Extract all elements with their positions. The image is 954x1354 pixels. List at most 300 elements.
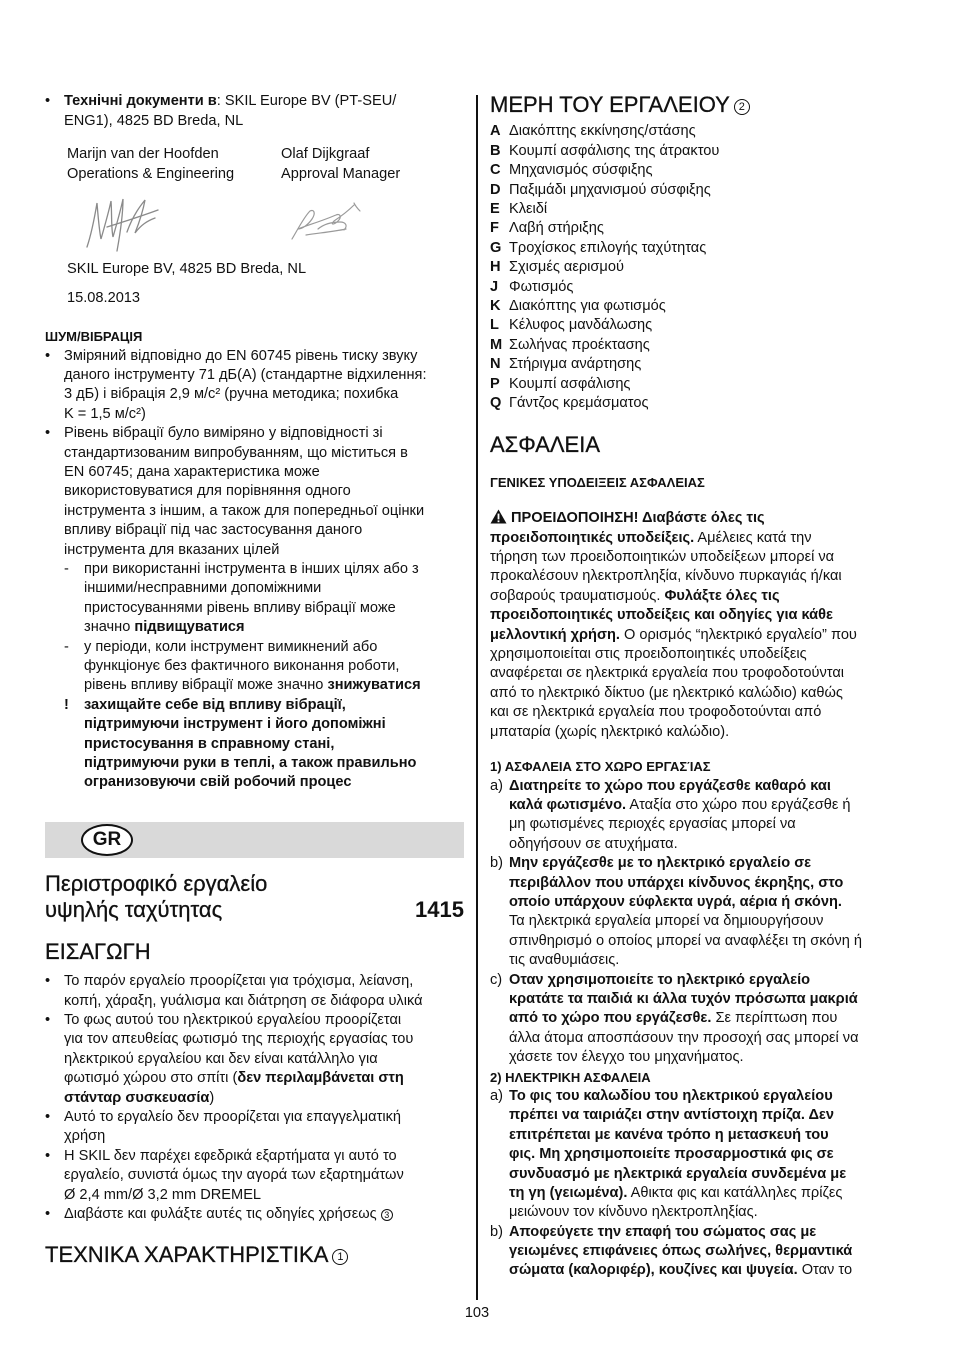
- signatory-role: Operations & Engineering: [67, 165, 235, 182]
- text-line: [490, 529, 910, 548]
- list-marker: B: [490, 142, 501, 159]
- list-marker: b): [490, 1223, 503, 1240]
- list-marker: A: [490, 123, 501, 140]
- text-line: [64, 1166, 464, 1185]
- list-marker: E: [490, 200, 500, 217]
- list-item: [45, 1205, 464, 1224]
- bold-text-run: Το φις του καλωδίου του ηλεκτρικού εργαλείου: [509, 1087, 833, 1104]
- text-run: стандартизованим випробуванням, що міститься в: [64, 444, 408, 461]
- text-line: [509, 355, 910, 374]
- list-item: [490, 375, 910, 394]
- list-item: [490, 219, 910, 238]
- section-list: [490, 1087, 910, 1281]
- list-item-body: [509, 777, 910, 855]
- list-item-body: [509, 375, 910, 394]
- list-marker: •: [45, 1205, 51, 1222]
- list-item: [490, 1087, 910, 1223]
- text-run: Φωτισμός: [509, 278, 574, 295]
- list-marker: Q: [490, 394, 502, 411]
- text-run: Διακόπτης για φωτισμός: [509, 297, 666, 314]
- list-marker: •: [45, 973, 51, 990]
- safety-sections: [490, 757, 910, 1281]
- text-run: τήρηση των προειδοποιητικών υποδείξεων μπορεί να: [490, 549, 835, 566]
- list-item: [490, 336, 910, 355]
- text-line: [509, 1242, 910, 1261]
- text-run: οδηγήσουν σε ατυχήματα.: [509, 835, 678, 852]
- bold-text-run: μελλοντική χρήση.: [490, 626, 620, 643]
- list-item-body: [64, 1011, 464, 1108]
- language-bar: [45, 822, 464, 858]
- text-run: εργαλείο, συνιστά όμως την αγορά των εξαρτημάτων: [64, 1167, 404, 1184]
- text-run: даного інструменту 71 дБ(А) (стандартне відхилення:: [64, 367, 427, 384]
- list-item-body: [509, 142, 910, 161]
- text-line: [64, 347, 464, 366]
- list-marker: -: [64, 638, 69, 655]
- list-item-body: [509, 297, 910, 316]
- text-line: [84, 560, 464, 579]
- list-item-body: [64, 424, 464, 792]
- noise-vibration-section: [45, 327, 464, 792]
- text-line: [84, 676, 464, 695]
- text-line: [509, 278, 910, 297]
- bold-text-run: ΠΡΟΕΙΔΟΠΟΙΗΣΗ! Διαβάστε όλες τις: [511, 510, 765, 527]
- text-line: [64, 992, 464, 1011]
- text-run: μη φωτισμένες περιοχές εργασίας μπορεί να: [509, 816, 796, 833]
- text-line: [84, 638, 464, 657]
- text-line: [509, 1009, 910, 1028]
- figure-reference: 3: [381, 1209, 393, 1221]
- text-line: [490, 548, 910, 567]
- text-run: 3 дБ) і вібрація 2,9 м/с² (ручна методика; похибка: [64, 386, 399, 403]
- model-number: 1415: [415, 897, 464, 922]
- text-line: [490, 723, 910, 742]
- text-run: για τον απευθείας φωτισμό της περιοχής εργασίας του: [64, 1031, 414, 1048]
- list-item-body: [509, 258, 910, 277]
- list-item: [490, 122, 910, 141]
- text-line: [509, 336, 910, 355]
- list-item: [490, 278, 910, 297]
- bold-text-run: Οταν χρησιμοποιείτε το ηλεκτρικό εργαλείο: [509, 971, 811, 988]
- parts-heading: [490, 92, 910, 118]
- list-marker: b): [490, 855, 503, 872]
- text-run: Αυτό το εργαλείο δεν προορίζεται για επαγγελματική: [64, 1109, 401, 1126]
- figure-reference: 2: [734, 99, 750, 115]
- text-run: Το παρόν εργαλείο προορίζεται για τρόχισμα, λείανση,: [64, 973, 414, 990]
- list-item-body: [64, 1147, 464, 1205]
- sub-list-item: [64, 638, 464, 696]
- list-item: [45, 972, 464, 1011]
- list-marker: L: [490, 317, 499, 334]
- text-run: EN 60745; дана характеристика може: [64, 464, 320, 481]
- text-run: Μηχανισμός σύσφιξης: [509, 162, 653, 179]
- text-run: Ø 2,4 mm/Ø 3,2 mm DREMEL: [64, 1186, 262, 1203]
- text-line: [509, 990, 910, 1009]
- sub-list-item: [64, 696, 464, 793]
- text-line: [509, 854, 910, 873]
- list-marker: G: [490, 239, 502, 256]
- text-line: [84, 579, 464, 598]
- warning-icon: [490, 509, 507, 524]
- section-list: [490, 777, 910, 1068]
- bold-text-run: Μην εργάζεσθε με το ηλεκτρικό εργαλείο σε: [509, 855, 812, 872]
- text-run: Κουμπί ασφάλισης: [509, 375, 631, 392]
- bold-text-run: πρέπει να ταιριάζει στην αντίστοιχη πρίζα. Δεν: [509, 1107, 834, 1124]
- text-line: [64, 1089, 464, 1108]
- text-line: [64, 1050, 464, 1069]
- text-line: [509, 1029, 910, 1048]
- text-line: [64, 1147, 464, 1166]
- text-line: [84, 735, 464, 754]
- list-item-body: [84, 638, 464, 696]
- text-run: άλλα άτομα αποσπάσουν την προσοχή σας μπορεί να: [509, 1029, 859, 1046]
- list-marker: •: [45, 425, 51, 442]
- section-heading: ШУМ/ВІБРАЦІЯ: [45, 329, 143, 345]
- list-item-body: [509, 336, 910, 355]
- bold-text-run: знижуватися: [327, 677, 421, 694]
- list-item-body: [509, 316, 910, 335]
- list-item-body: [509, 200, 910, 219]
- text-run: προκαλέσουν ηλεκτροπληξία, κίνδυνο πυρκαγιάς ή/και: [490, 568, 842, 585]
- text-line: [509, 1165, 910, 1184]
- list-item-body: [84, 696, 464, 793]
- text-line: [84, 657, 464, 676]
- list-marker: a): [490, 1087, 503, 1104]
- list-item-body: [64, 1108, 464, 1147]
- list-item: [490, 394, 910, 413]
- text-line: [64, 405, 464, 424]
- list-marker: J: [490, 278, 499, 295]
- text-line: [509, 796, 910, 815]
- list-item-body: [509, 1223, 910, 1281]
- text-run: Κουμπί ασφάλισης της άτρακτου: [509, 142, 720, 159]
- bold-text-run: підтримуючи руки в теплі, а також правильно: [84, 754, 417, 771]
- list-marker: F: [490, 220, 499, 237]
- list-item: [490, 200, 910, 219]
- list-marker: H: [490, 259, 501, 276]
- text-line: [64, 1127, 464, 1146]
- list-marker: -: [64, 560, 69, 577]
- text-line: [509, 1145, 910, 1164]
- text-run: και σε ηλεκτρικά εργαλεία που τροφοδοτούνται από: [490, 704, 822, 721]
- list-item: [490, 971, 910, 1068]
- bold-text-run: підтримуючи інструмент і його допоміжні: [84, 716, 386, 733]
- text-run: Κέλυφος μανδάλωσης: [509, 317, 653, 334]
- bold-text-run: στάνταρ συσκευασία: [64, 1089, 210, 1106]
- text-run: Рівень вібрації було виміряно у відповідності зі: [64, 425, 383, 442]
- list-item: [490, 854, 910, 970]
- signature-olaf-image: [288, 199, 364, 247]
- list-marker: !: [64, 696, 69, 713]
- text-line: [64, 1205, 464, 1224]
- text-line: [509, 1126, 910, 1145]
- text-run: K = 1,5 м/с²): [64, 405, 146, 422]
- text-run: Κλειδί: [509, 200, 548, 217]
- list-item-body: [509, 854, 910, 970]
- list-marker: •: [45, 1147, 51, 1164]
- list-marker: •: [45, 1109, 51, 1126]
- noise-vibration-list: [45, 347, 464, 793]
- text-line: [509, 777, 910, 796]
- figure-reference: 1: [332, 1249, 348, 1265]
- text-run: χρησιμοποιείται στις προειδοποιητικές υποδείξεις: [490, 646, 807, 663]
- text-line: [490, 703, 910, 722]
- list-item-body: [509, 219, 910, 238]
- column-divider: [476, 95, 478, 1300]
- text-line: [64, 366, 464, 385]
- text-run: ηλεκτρικού εργαλείου και δεν είναι κατάλληλο για: [64, 1050, 378, 1067]
- list-item-body: [509, 239, 910, 258]
- text-line: [64, 541, 464, 560]
- bold-text-run: προειδοποιητικές υποδείξεις.: [490, 529, 695, 546]
- text-line: [509, 815, 910, 834]
- safety-heading: ΑΣΦΑΛΕΙΑ: [490, 432, 601, 457]
- text-line: [509, 161, 910, 180]
- bold-text-run: οποίο υπάρχουν εύφλεκτα υγρά, αέρια ή σκόνη.: [509, 894, 842, 911]
- text-line: [490, 664, 910, 683]
- list-item: [490, 142, 910, 161]
- bold-text-run: σώματα (καλοριφέρ), κουζίνες και ψυγεία.: [509, 1262, 798, 1279]
- list-item: [45, 424, 464, 792]
- list-item: [490, 258, 910, 277]
- bold-text-run: καλά φωτισμένο.: [509, 797, 627, 814]
- technical-documents-item: [45, 92, 464, 131]
- text-line: [509, 1184, 910, 1203]
- bold-text-run: φις. Μη χρησιμοποιείτε προσαρμοστικά φις σε: [509, 1146, 834, 1163]
- bold-text-run: Технічні документи в: [64, 93, 217, 110]
- text-run: Зміряний відповідно до EN 60745 рівень тиску звуку: [64, 347, 418, 364]
- bold-text-run: Διατηρείτε το χώρο που εργάζεσθε καθαρό και: [509, 777, 831, 794]
- text-line: [64, 424, 464, 443]
- signatory-1: [67, 145, 234, 184]
- text-run: κοπή, χάραξη, γυάλισμα και διάτρηση σε διάφορα υλικά: [64, 992, 423, 1009]
- bold-text-run: Αποφεύγετε την επαφή του σώματος σας με: [509, 1223, 817, 1240]
- text-run: μειώνουν τον κίνδυνο ηλεκτροπληξίας.: [509, 1204, 758, 1221]
- text-line: [64, 1011, 464, 1030]
- text-line: [64, 1030, 464, 1049]
- text-run: Λαβή στήριξης: [509, 220, 604, 237]
- list-item: [45, 347, 464, 425]
- text-run: Ο ορισμός “ηλεκτρικό εργαλείο” που: [619, 626, 857, 643]
- sub-list-item: [64, 560, 464, 638]
- text-line: [490, 684, 910, 703]
- product-title: [45, 871, 464, 923]
- text-line: [509, 951, 910, 970]
- list-marker: M: [490, 336, 503, 353]
- declaration-date: 15.08.2013: [67, 290, 141, 307]
- text-line: [509, 912, 910, 931]
- list-item-body: [509, 971, 910, 1068]
- text-line: [509, 258, 910, 277]
- text-line: [509, 181, 910, 200]
- list-marker: a): [490, 777, 503, 794]
- list-item-body: [509, 161, 910, 180]
- text-run: Παξιμάδι μηχανισμού σύσφιξης: [509, 181, 711, 198]
- list-item-body: [64, 972, 464, 1011]
- intro-heading: ΕΙΣΑΓΩΓΗ: [45, 939, 151, 964]
- text-run: Τροχίσκος επιλογής ταχύτητας: [509, 239, 707, 256]
- specs-heading-text: ΤΕΧΝΙΚΑ ΧΑΡΑΚΤΗΡΙΣΤΙΚΑ: [45, 1242, 329, 1267]
- text-line: [64, 1069, 464, 1088]
- text-run: Διακόπτης εκκίνησης/στάσης: [509, 123, 696, 140]
- text-run: рівень впливу вібрації може значно: [84, 677, 328, 694]
- text-run: Οταν το: [797, 1262, 853, 1279]
- list-marker: •: [45, 93, 51, 110]
- text-line: [509, 1106, 910, 1125]
- list-item: [490, 239, 910, 258]
- text-line: [84, 599, 464, 618]
- text-run: Διαβάστε και φυλάξτε αυτές τις οδηγίες χρήσεως: [64, 1205, 381, 1222]
- text-line: [64, 1108, 464, 1127]
- list-marker: N: [490, 356, 501, 373]
- bold-text-run: огранизовуючи свій робочий процес: [84, 774, 352, 791]
- text-run: Σε περίπτωση που: [711, 1010, 838, 1027]
- text-line: [509, 122, 910, 141]
- bold-text-run: κρατάτε τα παιδιά κι άλλα τυχόν πρόσωπα μακριά: [509, 990, 858, 1007]
- text-run: інструмента з іншим, а також для попередньої оцінки: [64, 502, 425, 519]
- text-line: [509, 200, 910, 219]
- list-marker: C: [490, 162, 501, 179]
- list-item: [45, 1011, 464, 1108]
- list-marker: K: [490, 297, 501, 314]
- text-line: [64, 1186, 464, 1205]
- list-item-body: [509, 122, 910, 141]
- list-item-body: [64, 92, 464, 131]
- text-line: [509, 1048, 910, 1067]
- intro-list: [45, 972, 464, 1224]
- list-item: [490, 181, 910, 200]
- list-item-body: [64, 347, 464, 425]
- bold-text-run: Φυλάξτε όλες τις: [664, 587, 780, 604]
- parts-heading-text: ΜΕΡΗ ΤΟΥ ΕΡΓΑΛΕΙΟΥ: [490, 92, 730, 117]
- text-run: використовуватися для порівняння одного: [64, 483, 351, 500]
- text-run: Αμέλειες κατά την: [694, 529, 812, 546]
- text-run: αναφέρεται σε ηλεκτρικά εργαλεία που τροφοδοτούνται: [490, 665, 845, 682]
- text-line: [509, 1203, 910, 1222]
- text-run: τις αναθυμιάσεις.: [509, 952, 620, 969]
- text-run: при використанні інструмента в інших цілях або з: [84, 560, 419, 577]
- list-item-body: [509, 355, 910, 374]
- text-run: впливу вібрації під час застосування даного: [64, 522, 363, 539]
- text-run: Το φως αυτού του ηλεκτρικού εργαλείου προορίζεται: [64, 1012, 402, 1029]
- bold-text-run: δεν περιλαμβάνεται στη: [237, 1070, 404, 1087]
- section-heading: 1) ΑΣΦΑΛΕΙΑ ΣΤΟ ΧΩΡΟ ΕΡΓΑΣΊΑΣ: [490, 759, 711, 775]
- bold-text-run: περιβάλλον που υπάρχει κίνδυνος έκρηξης, στο: [509, 874, 844, 891]
- text-line: [509, 219, 910, 238]
- list-item: [490, 1223, 910, 1281]
- text-run: Σωλήνας προέκτασης: [509, 336, 650, 353]
- language-code-badge: GR: [81, 824, 133, 856]
- text-line: [490, 587, 910, 606]
- text-run: χρήση: [64, 1128, 106, 1145]
- text-run: φωτισμό χώρου στο σπίτι (: [64, 1070, 238, 1087]
- text-run: από το ηλεκτρικό δίκτυο (με ηλεκτρικό καλώδιο) καθώς: [490, 684, 843, 701]
- text-run: σοβαρούς τραυματισμούς.: [490, 587, 665, 604]
- text-line: [84, 754, 464, 773]
- text-run: пристосуваннями рівень впливу вібрації може: [84, 599, 396, 616]
- list-item-body: [509, 394, 910, 413]
- text-line: [509, 1261, 910, 1280]
- text-line: [509, 835, 910, 854]
- text-line: [64, 463, 464, 482]
- bold-text-run: συνδυασμό με ηλεκτρικά εργαλεία συνδεμένα με: [509, 1165, 847, 1182]
- text-line: [509, 874, 910, 893]
- text-line: [64, 502, 464, 521]
- text-run: Σχισμές αερισμού: [509, 259, 624, 276]
- text-run: іншими/несправними допоміжними: [84, 580, 322, 597]
- text-line: [64, 521, 464, 540]
- list-item: [490, 316, 910, 335]
- text-line: [509, 971, 910, 990]
- text-line: [64, 482, 464, 501]
- text-line: [490, 509, 910, 528]
- signatory-name: Marijn van der Hoofden: [67, 146, 219, 163]
- bold-text-run: захищайте себе від впливу вібрації,: [84, 696, 346, 713]
- bold-text-run: пристосування в справному стані,: [84, 735, 335, 752]
- text-line: [84, 715, 464, 734]
- specs-heading: [45, 1242, 464, 1268]
- text-line: [509, 1223, 910, 1242]
- list-item-body: [509, 1087, 910, 1223]
- list-marker: c): [490, 971, 503, 988]
- company-address: SKIL Europe BV, 4825 BD Breda, NL: [67, 261, 307, 278]
- text-line: [64, 112, 464, 131]
- bold-text-run: από το χώρο που εργάζεσθε.: [509, 1010, 712, 1027]
- list-item: [490, 777, 910, 855]
- text-line: [509, 893, 910, 912]
- text-line: [490, 567, 910, 586]
- text-run: Η SKIL δεν παρέχει εφεδρικά εξαρτήματα γι αυτό το: [64, 1147, 397, 1164]
- text-run: : SKIL Europe BV (PT-SEU/: [216, 93, 397, 110]
- bold-text-run: προειδοποιητικές υποδείξεις και οδηγίες για κάθε: [490, 607, 833, 624]
- text-run: Στήριγμα ανάρτησης: [509, 356, 642, 373]
- text-line: [64, 444, 464, 463]
- text-line: [509, 142, 910, 161]
- bold-text-run: επιτρέπεται με κανένα τρόπο η μετασκευή του: [509, 1126, 829, 1143]
- text-line: [84, 618, 464, 637]
- text-line: [509, 316, 910, 335]
- list-marker: •: [45, 347, 51, 364]
- text-run: μπαταρία (χωρίς ηλεκτρικό καλώδιο).: [490, 723, 730, 740]
- text-run: у періоди, коли інструмент вимикнений або: [84, 638, 378, 655]
- text-line: [490, 626, 910, 645]
- signatory-role: Approval Manager: [281, 165, 401, 182]
- warning-paragraph: [490, 509, 910, 742]
- text-line: [509, 394, 910, 413]
- text-line: [509, 932, 910, 951]
- bold-text-run: підвищуватися: [134, 619, 245, 636]
- title-line-2: υψηλής ταχύτητας: [45, 897, 223, 922]
- list-item: [490, 161, 910, 180]
- text-run: Τα ηλεκτρικά εργαλεία μπορεί να δημιουργήσουν: [509, 913, 824, 930]
- signatory-name: Olaf Dijkgraaf: [281, 146, 370, 163]
- list-item-body: [64, 1205, 464, 1224]
- text-line: [509, 239, 910, 258]
- text-run: χάσετε τον έλεγχο του μηχανήματος.: [509, 1049, 744, 1066]
- text-line: [64, 92, 464, 111]
- text-line: [84, 773, 464, 792]
- text-line: [509, 297, 910, 316]
- text-run: σπινθηρισμό ο οποίος μπορεί να αναφλέξει τη σκόνη ή: [509, 932, 863, 949]
- general-safety-heading: ΓΕΝΙΚΕΣ ΥΠΟΔΕΙΞΕΙΣ ΑΣΦΑΛΕΙΑΣ: [490, 475, 705, 491]
- list-item-body: [509, 181, 910, 200]
- list-marker: •: [45, 1012, 51, 1029]
- text-run: Αθικτα φις και κατάλληλες πρίζες: [627, 1184, 843, 1201]
- list-item: [45, 1108, 464, 1147]
- text-line: [490, 606, 910, 625]
- bold-text-run: γειωμένες επιφάνειες όπως σωλήνες, θερμαντικά: [509, 1243, 853, 1260]
- text-line: [64, 385, 464, 404]
- text-run: функціонує без фактичного виконання роботи,: [84, 657, 400, 674]
